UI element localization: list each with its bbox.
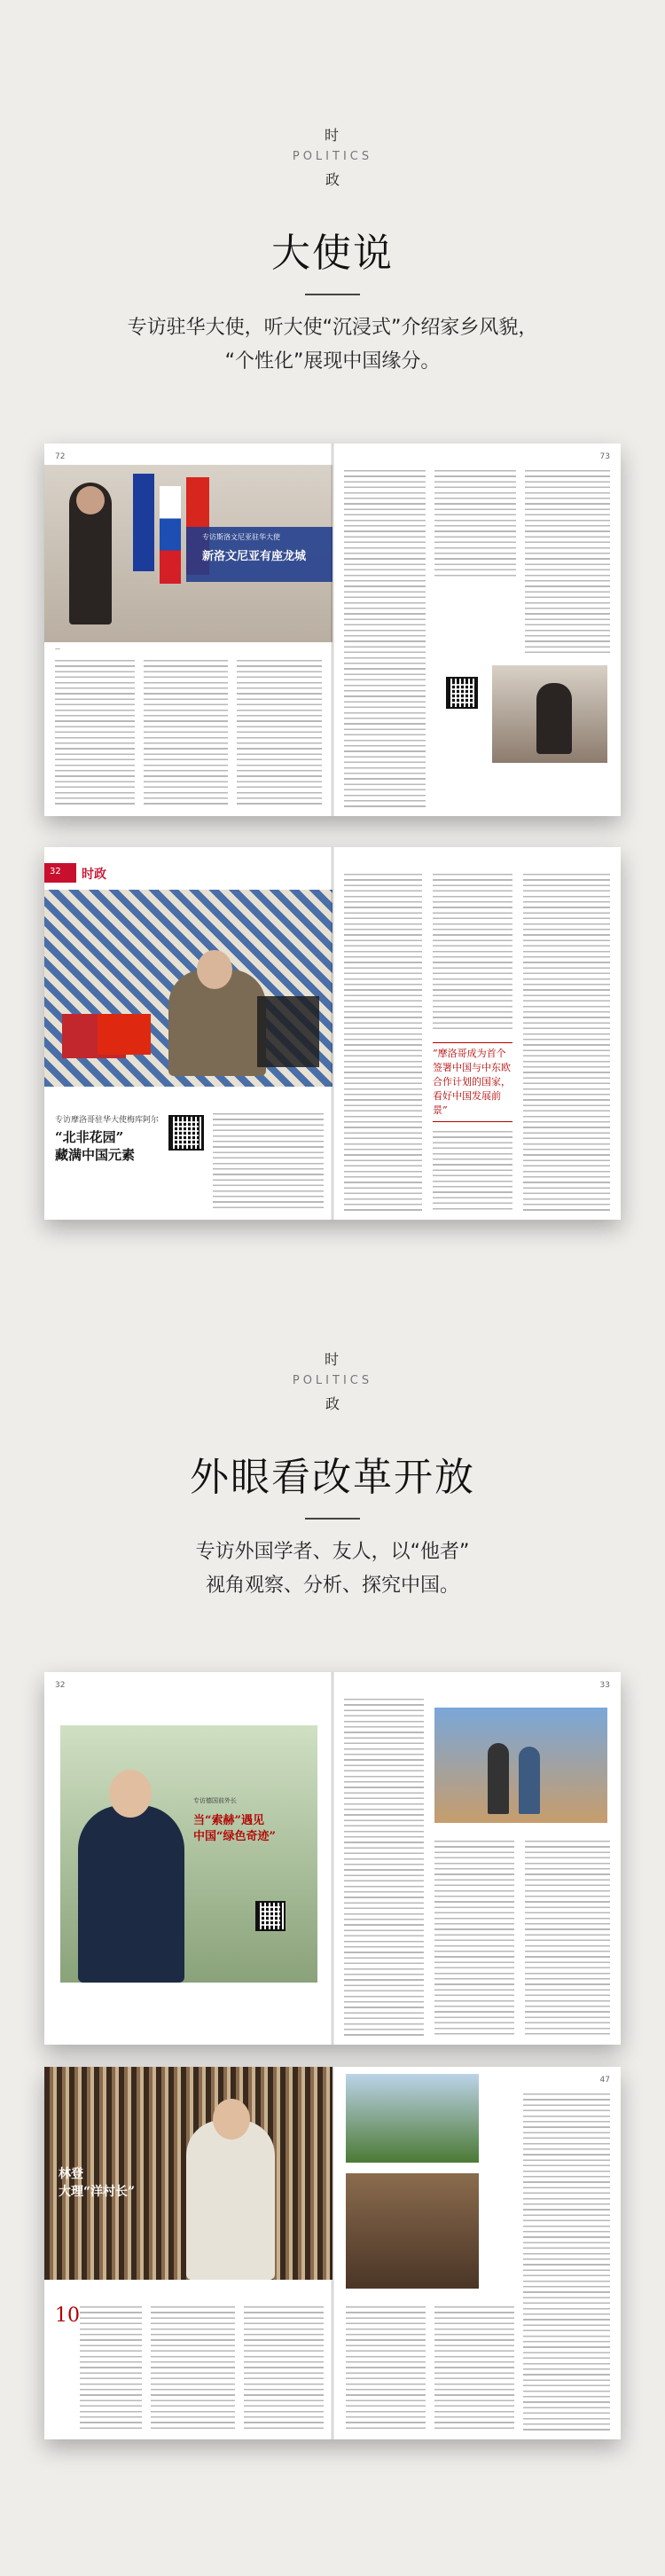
text-column	[213, 1113, 324, 1211]
headline: “北非花园”	[55, 1129, 124, 1145]
text-column	[80, 2306, 142, 2431]
page-number: 32	[55, 1681, 66, 1690]
section-label-top: 时	[324, 127, 340, 144]
section-header-ambassador	[0, 124, 665, 379]
qr-code[interactable]	[170, 1117, 202, 1149]
qr-code[interactable]	[257, 1903, 284, 1929]
city-photo	[434, 1708, 607, 1823]
section-description-line: 视角观察、分析、探究中国。	[205, 1575, 459, 1597]
text-column	[244, 2306, 324, 2431]
section-description-line: 专访外国学者、友人，以“他者”	[195, 1541, 470, 1563]
section-description-line: “个性化”展现中国缘分。	[224, 350, 441, 373]
ambassador-photo	[44, 890, 332, 1087]
page-number: 73	[599, 452, 610, 461]
eu-flag	[133, 474, 154, 571]
page-number: 32	[50, 867, 61, 876]
headline: 当“索赫”遇见	[193, 1814, 264, 1827]
page-badge	[44, 863, 76, 883]
magazine-spread-slovenia	[44, 444, 621, 816]
photo-caption: —	[55, 646, 60, 652]
kicker: 专访斯洛文尼亚驻华大使	[202, 533, 280, 541]
headline: 中国“绿色奇迹”	[193, 1830, 276, 1843]
pull-quote: “摩洛哥成为首个签署中国与中东欧合作计划的国家，看好中国发展前景”	[433, 1042, 512, 1122]
person-figure	[488, 1743, 509, 1814]
text-column	[525, 1841, 610, 2036]
section-header-reform	[0, 1348, 665, 1603]
magazine-spread-village-chief	[44, 2067, 621, 2439]
face	[197, 950, 232, 989]
headline: 大理“洋村长”	[59, 2185, 136, 2199]
text-column	[434, 1841, 514, 2036]
text-column	[344, 874, 422, 1211]
section-title: 大使说	[271, 231, 394, 276]
kicker: 专访摩洛哥驻华大使梅库阿尔	[55, 1116, 160, 1125]
person-figure	[78, 1805, 184, 1983]
headline: 藏满中国元素	[55, 1147, 136, 1163]
text-column	[434, 2306, 514, 2431]
text-column	[55, 660, 135, 807]
section-label-top: 时	[324, 1351, 340, 1368]
section-label-en: POLITICS	[292, 150, 373, 163]
kicker: 专访德国前外长	[193, 1797, 237, 1804]
section-label-bottom: 政	[325, 171, 340, 188]
dropcap: 10	[55, 2305, 80, 2327]
text-column	[151, 2306, 235, 2431]
text-column	[523, 874, 610, 1211]
page-number: 72	[55, 452, 66, 461]
magazine-spread-green-miracle	[44, 1672, 621, 2045]
text-column	[433, 1131, 512, 1211]
ambassador-seated-photo	[492, 665, 607, 763]
china-flag	[98, 1014, 151, 1055]
section-label-bottom: 政	[325, 1395, 340, 1412]
text-column	[433, 874, 512, 1033]
headline: 新洛文尼亚有座龙城	[202, 550, 307, 563]
section-description	[0, 1535, 665, 1603]
title-divider	[305, 294, 360, 295]
text-column	[523, 2093, 610, 2431]
face	[109, 1770, 152, 1818]
text-column	[525, 470, 610, 656]
text-column	[144, 660, 228, 807]
text-column	[344, 1699, 424, 2036]
interior-photo	[346, 2173, 479, 2289]
qr-code[interactable]	[448, 679, 476, 707]
section-description-line: 专访驻华大使，听大使“沉浸式”介绍家乡风貌，	[127, 317, 538, 339]
section-label: 时政	[82, 868, 106, 882]
caption-panel	[257, 996, 319, 1067]
title-divider	[305, 1518, 360, 1520]
person-figure	[186, 2120, 275, 2280]
text-column	[434, 470, 516, 577]
page-number: 33	[599, 1681, 610, 1690]
headline-panel	[186, 527, 332, 582]
face	[76, 486, 105, 514]
ambassador-photo	[44, 465, 332, 642]
slovenia-flag	[160, 486, 181, 584]
section-title: 外眼看改革开放	[190, 1455, 475, 1500]
countryside-photo	[346, 2074, 479, 2163]
person-figure	[536, 683, 572, 754]
page-number: 47	[599, 2076, 610, 2085]
text-column	[344, 470, 426, 807]
section-description	[0, 311, 665, 379]
headline: 林登	[59, 2167, 83, 2181]
text-column	[237, 660, 322, 807]
person-figure	[519, 1747, 540, 1814]
text-column	[346, 2306, 426, 2431]
magazine-spread-morocco	[44, 847, 621, 1220]
bookshelf-photo	[44, 2067, 332, 2280]
face	[213, 2099, 250, 2140]
section-label-en: POLITICS	[292, 1374, 373, 1387]
scholar-photo	[60, 1725, 317, 1983]
